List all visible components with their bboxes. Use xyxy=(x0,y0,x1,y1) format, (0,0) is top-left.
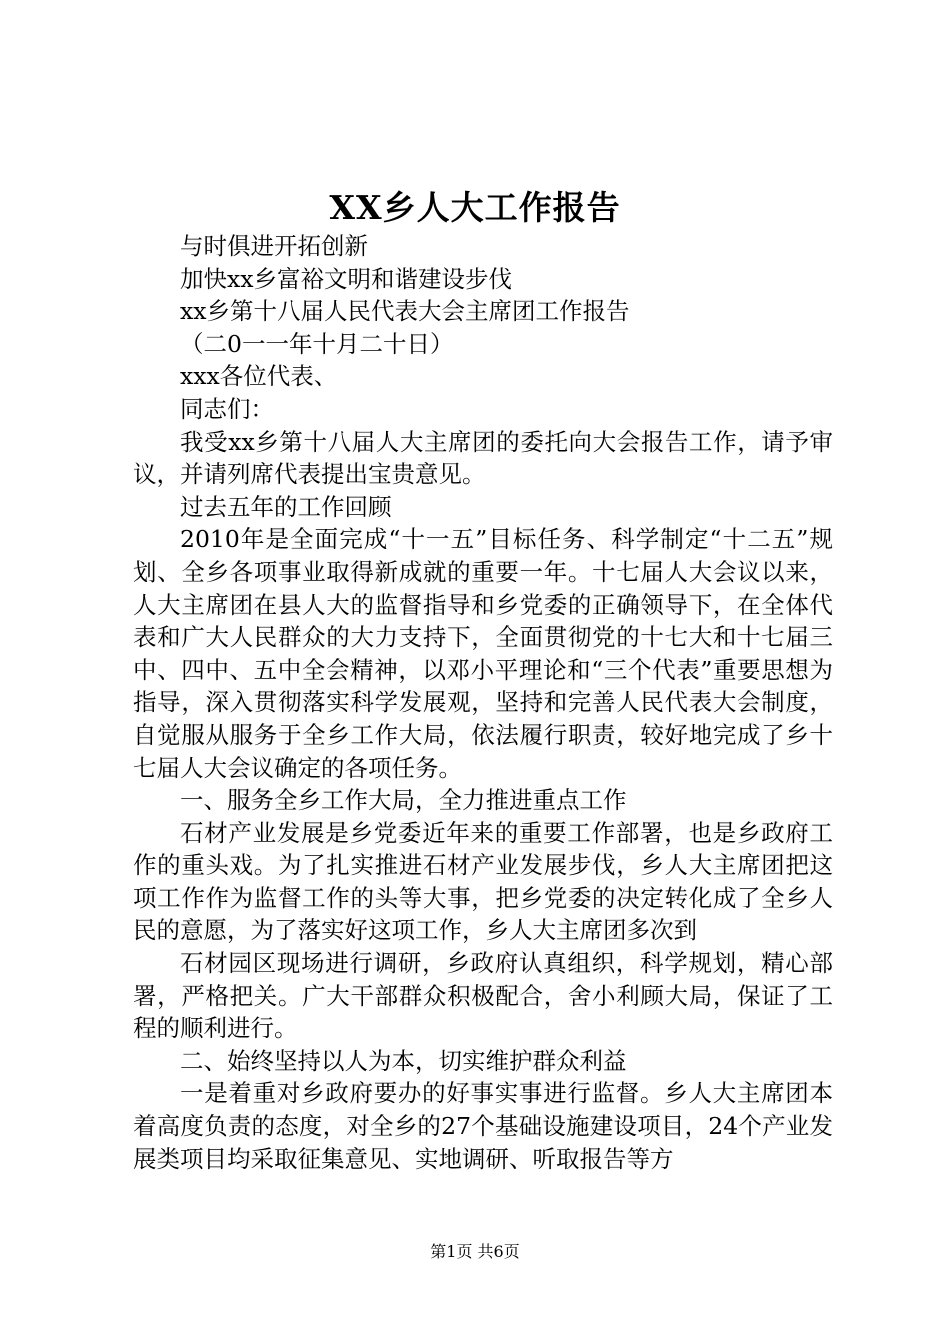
paragraph: （二0一一年十月二十日） xyxy=(180,329,454,358)
paragraph: 加快xx乡富裕文明和谐建设步伐 xyxy=(180,264,513,293)
paragraph: 石材产业发展是乡党委近年来的重要工作部署，也是乡政府工作的重头戏。为了扎实推进石材产业发展步伐，乡人大主席团把这项工作作为监督工作的头等大事，把乡党委的决定转化成了全乡人民的意愿，为了落实好这项工作，乡人大主席团多次到 xyxy=(133,818,833,945)
paragraph: 同志们： xyxy=(180,394,274,423)
paragraph: 2010年是全面完成“十一五”目标任务、科学制定“十二五”规划、全乡各项事业取得新成就的重要一年。十七届人大会议以来，人大主席团在县人大的监督指导和乡党委的正确领导下，在全体代表和广大人民群众的大力支持下，全面贯彻党的十七大和十七届三中、四中、五中全会精神，以邓小平理论和“三个代表”重要思想为指导，深入贯彻落实科学发展观，坚持和完善人民代表大会制度，自觉服从服务于全乡工作大局，依法履行职责，较好地完成了乡十七届人大会议确定的各项任务。 xyxy=(133,525,833,782)
paragraph: xx乡第十八届人民代表大会主席团工作报告 xyxy=(180,297,630,326)
paragraph: 石材园区现场进行调研，乡政府认真组织，科学规划，精心部署，严格把关。广大干部群众积极配合，舍小利顾大局，保证了工程的顺利进行。 xyxy=(133,949,833,1043)
paragraph: 与时俱进开拓创新 xyxy=(180,232,368,260)
paragraph: xxx各位代表、 xyxy=(180,362,338,391)
document-body xyxy=(133,230,833,1175)
paragraph: 过去五年的工作回顾 xyxy=(180,492,392,521)
paragraph: 一、服务全乡工作大局，全力推进重点工作 xyxy=(180,786,627,815)
paragraph: 我受xx乡第十八届人大主席团的委托向大会报告工作，请予审议，并请列席代表提出宝贵意见。 xyxy=(133,427,833,489)
document-title: XX乡人大工作报告 xyxy=(329,188,621,227)
paragraph: 二、始终坚持以人为本，切实维护群众利益 xyxy=(180,1046,627,1075)
page-footer: 第1页 共6页 xyxy=(430,1242,520,1261)
paragraph: 一是着重对乡政府要办的好事实事进行监督。乡人大主席团本着高度负责的态度，对全乡的27个基础设施建设项目，24个产业发展类项目均采取征集意见、实地调研、听取报告等方 xyxy=(133,1079,833,1173)
